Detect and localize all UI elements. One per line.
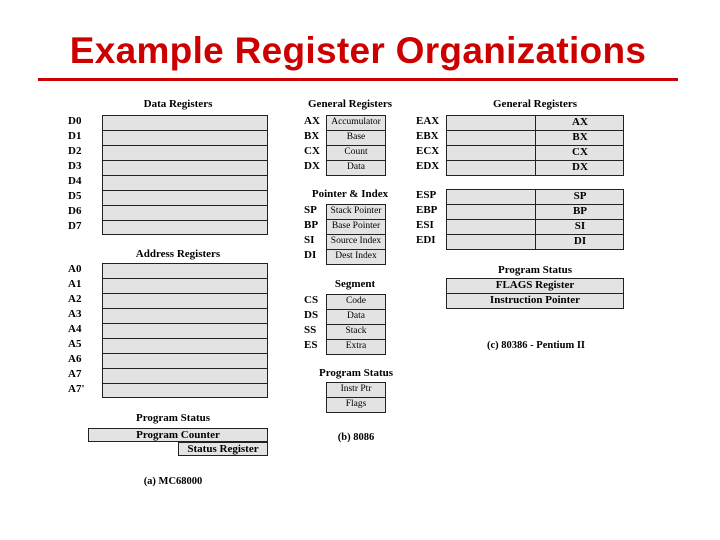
i8086-pointer-register-name: DI (304, 249, 317, 261)
register-divider (102, 278, 268, 279)
i8086-segment-register-name: DS (304, 309, 319, 321)
register-divider (102, 323, 268, 324)
i8086-pointer-register: Dest Index (326, 249, 386, 265)
pentium-pointer-subregister: BP (535, 204, 624, 219)
data-register-label: D4 (68, 175, 82, 187)
i8086-general-heading: General Registers (308, 98, 392, 110)
register-divider (102, 308, 268, 309)
i8086-status-register: Flags (326, 397, 386, 413)
i8086-pointer-heading: Pointer & Index (311, 188, 389, 200)
pentium-pointer-register-name: EDI (416, 234, 436, 246)
data-register-label: D1 (68, 130, 82, 142)
pentium-general-register-name: ECX (416, 145, 440, 157)
i8086-general-register: Count (326, 145, 386, 161)
i8086-general-register-name: BX (304, 130, 320, 142)
slide-title: Example Register Organizations (69, 30, 647, 71)
register-divider (102, 145, 268, 146)
register-divider (102, 353, 268, 354)
register-divider (102, 383, 268, 384)
i8086-pointer-register-name: SP (304, 204, 317, 216)
i8086-general-register: Base (326, 130, 386, 146)
i8086-pointer-register-name: BP (304, 219, 319, 231)
pentium-general-subregister: AX (535, 115, 624, 130)
register-divider (102, 160, 268, 161)
pentium-general-register-name: EAX (416, 115, 440, 127)
address-registers-block (102, 263, 268, 398)
register-divider (102, 130, 268, 131)
pentium-general-subregister: CX (535, 145, 624, 160)
address-register-label: A3 (68, 308, 82, 320)
address-registers-heading: Address Registers (135, 248, 221, 260)
register-divider (102, 175, 268, 176)
i8086-segment-register-name: CS (304, 294, 319, 306)
data-register-label: D3 (68, 160, 82, 172)
address-register-label: A2 (68, 293, 82, 305)
register-divider (102, 220, 268, 221)
i8086-pointer-register: Source Index (326, 234, 386, 250)
pentium-pointer-register-name: EBP (416, 204, 438, 216)
i8086-segment-register: Extra (326, 339, 386, 355)
address-register-label: A1 (68, 278, 82, 290)
data-registers-heading: Data Registers (143, 98, 213, 110)
pentium-program-status-heading: Program Status (497, 264, 573, 276)
pentium-general-subregister: BX (535, 130, 624, 145)
i8086-pointer-register: Stack Pointer (326, 204, 386, 220)
pentium-general-heading: General Registers (493, 98, 577, 110)
register-divider (102, 293, 268, 294)
i8086-general-register: Accumulator (326, 115, 386, 131)
data-register-label: D5 (68, 190, 82, 202)
title-underline (38, 78, 678, 81)
data-register-label: D2 (68, 145, 82, 157)
pentium-status-register: FLAGS Register (446, 278, 624, 294)
i8086-segment-register: Code (326, 294, 386, 310)
pentium-pointer-subregister: SI (535, 219, 624, 234)
address-register-label: A0 (68, 263, 82, 275)
i8086-segment-register: Stack (326, 324, 386, 340)
i8086-segment-register: Data (326, 309, 386, 325)
i8086-general-register: Data (326, 160, 386, 176)
i8086-general-register-name: CX (304, 145, 320, 157)
i8086-pointer-register: Base Pointer (326, 219, 386, 235)
pentium-pointer-subregister: DI (535, 234, 624, 249)
data-register-label: D0 (68, 115, 82, 127)
i8086-segment-register-name: SS (304, 324, 317, 336)
pentium-pointer-register-name: ESP (416, 189, 437, 201)
status-register: Status Register (178, 442, 268, 456)
address-register-label: A6 (68, 353, 82, 365)
mc68000-caption: (a) MC68000 (143, 476, 203, 487)
register-divider (102, 205, 268, 206)
pentium-caption: (c) 80386 - Pentium II (487, 340, 585, 351)
register-divider (102, 190, 268, 191)
i8086-caption: (b) 8086 (337, 432, 375, 443)
address-register-label: A4 (68, 323, 82, 335)
i8086-general-register-name: DX (304, 160, 320, 172)
i8086-pointer-register-name: SI (304, 234, 315, 246)
pentium-general-subregister: DX (535, 160, 624, 175)
mc68000-program-status-heading: Program Status (135, 412, 211, 424)
i8086-general-register-name: AX (304, 115, 320, 127)
i8086-program-status-heading: Program Status (318, 367, 394, 379)
register-divider (102, 338, 268, 339)
pentium-pointer-subregister: SP (535, 189, 624, 204)
pentium-pointer-register-name: ESI (416, 219, 434, 231)
address-register-label: A7 (68, 368, 82, 380)
data-register-label: D7 (68, 220, 82, 232)
i8086-segment-heading: Segment (334, 278, 376, 290)
i8086-segment-register-name: ES (304, 339, 318, 351)
address-register-label: A7' (68, 383, 85, 395)
pentium-general-register-name: EBX (416, 130, 439, 142)
pentium-status-register: Instruction Pointer (446, 293, 624, 309)
register-divider (102, 368, 268, 369)
pentium-general-register-name: EDX (416, 160, 440, 172)
address-register-label: A5 (68, 338, 82, 350)
i8086-status-register: Instr Ptr (326, 382, 386, 398)
data-register-label: D6 (68, 205, 82, 217)
program-counter-register: Program Counter (88, 428, 268, 442)
